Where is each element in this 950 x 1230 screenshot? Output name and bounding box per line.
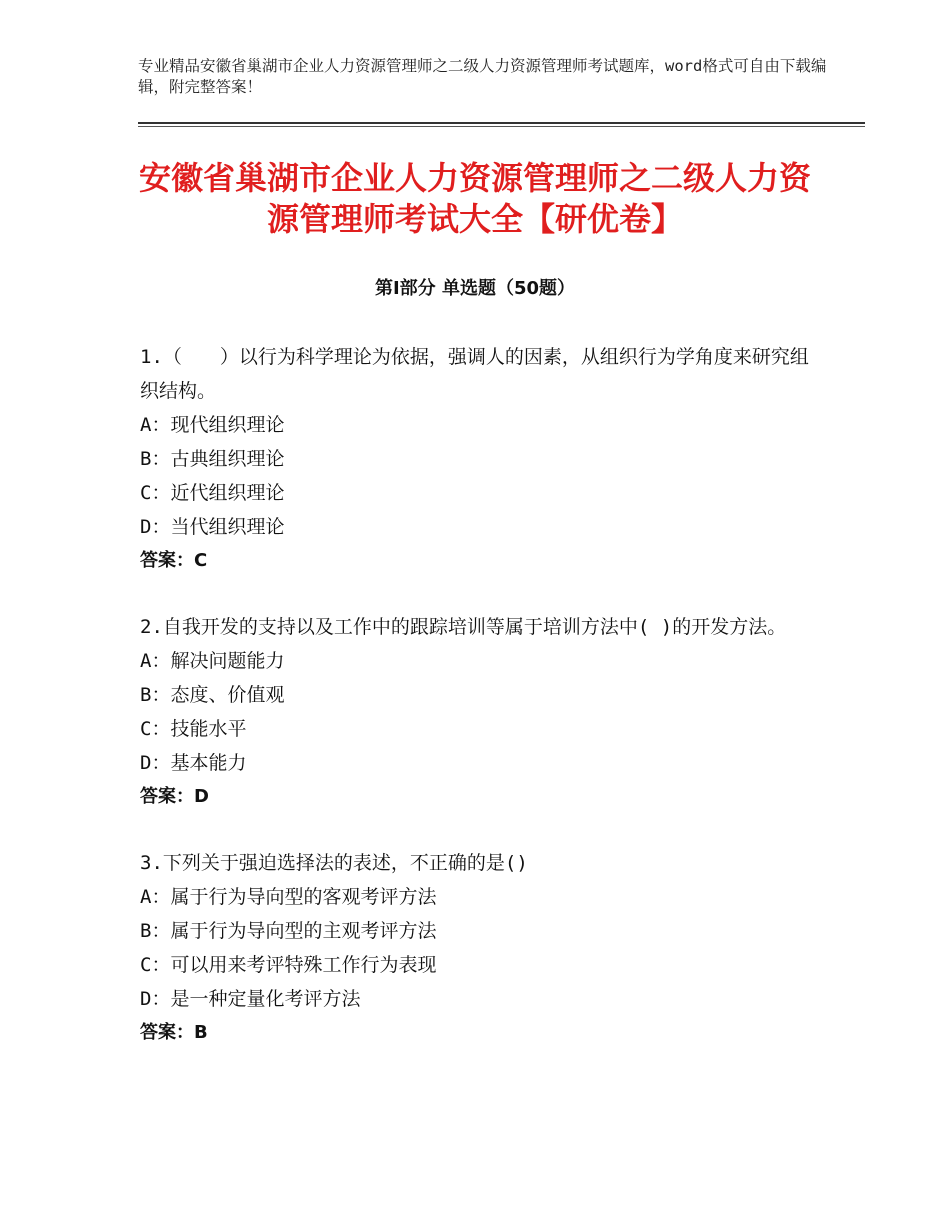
question-2 <box>140 610 810 814</box>
header-divider-thin <box>138 126 865 127</box>
option-b: B：古典组织理论 <box>140 448 285 470</box>
option-c: C：近代组织理论 <box>140 482 285 504</box>
document-title: 安徽省巢湖市企业人力资源管理师之二级人力资源管理师考试大全【研优卷】 <box>138 159 811 238</box>
option-d: D：基本能力 <box>140 752 247 774</box>
option-c: C：可以用来考评特殊工作行为表现 <box>140 954 437 976</box>
section-title: 第Ⅰ部分 单选题（50题） <box>374 278 575 299</box>
question-stem: 1.（ ）以行为科学理论为依据，强调人的因素，从组织行为学角度来研究组织结构。 <box>140 346 809 402</box>
option-d: D：是一种定量化考评方法 <box>140 988 361 1010</box>
question-3 <box>140 846 810 1050</box>
question-stem: 2.自我开发的支持以及工作中的跟踪培训等属于培训方法中( )的开发方法。 <box>140 616 787 638</box>
question-stem: 3.下列关于强迫选择法的表述，不正确的是() <box>140 852 528 874</box>
question-1 <box>140 340 810 578</box>
answer: 答案：B <box>140 1022 208 1043</box>
answer: 答案：D <box>140 786 209 807</box>
question-list <box>140 340 810 1082</box>
answer: 答案：C <box>140 550 208 571</box>
option-c: C：技能水平 <box>140 718 247 740</box>
option-a: A：属于行为导向型的客观考评方法 <box>140 886 437 908</box>
option-a: A：现代组织理论 <box>140 414 285 436</box>
option-b: B：属于行为导向型的主观考评方法 <box>140 920 437 942</box>
header-divider-thick <box>138 122 865 124</box>
option-d: D：当代组织理论 <box>140 516 285 538</box>
header-note: 专业精品安徽省巢湖市企业人力资源管理师之二级人力资源管理师考试题库，word格式可自由下载编辑，附完整答案！ <box>138 57 827 96</box>
option-a: A：解决问题能力 <box>140 650 285 672</box>
option-b: B：态度、价值观 <box>140 684 285 706</box>
